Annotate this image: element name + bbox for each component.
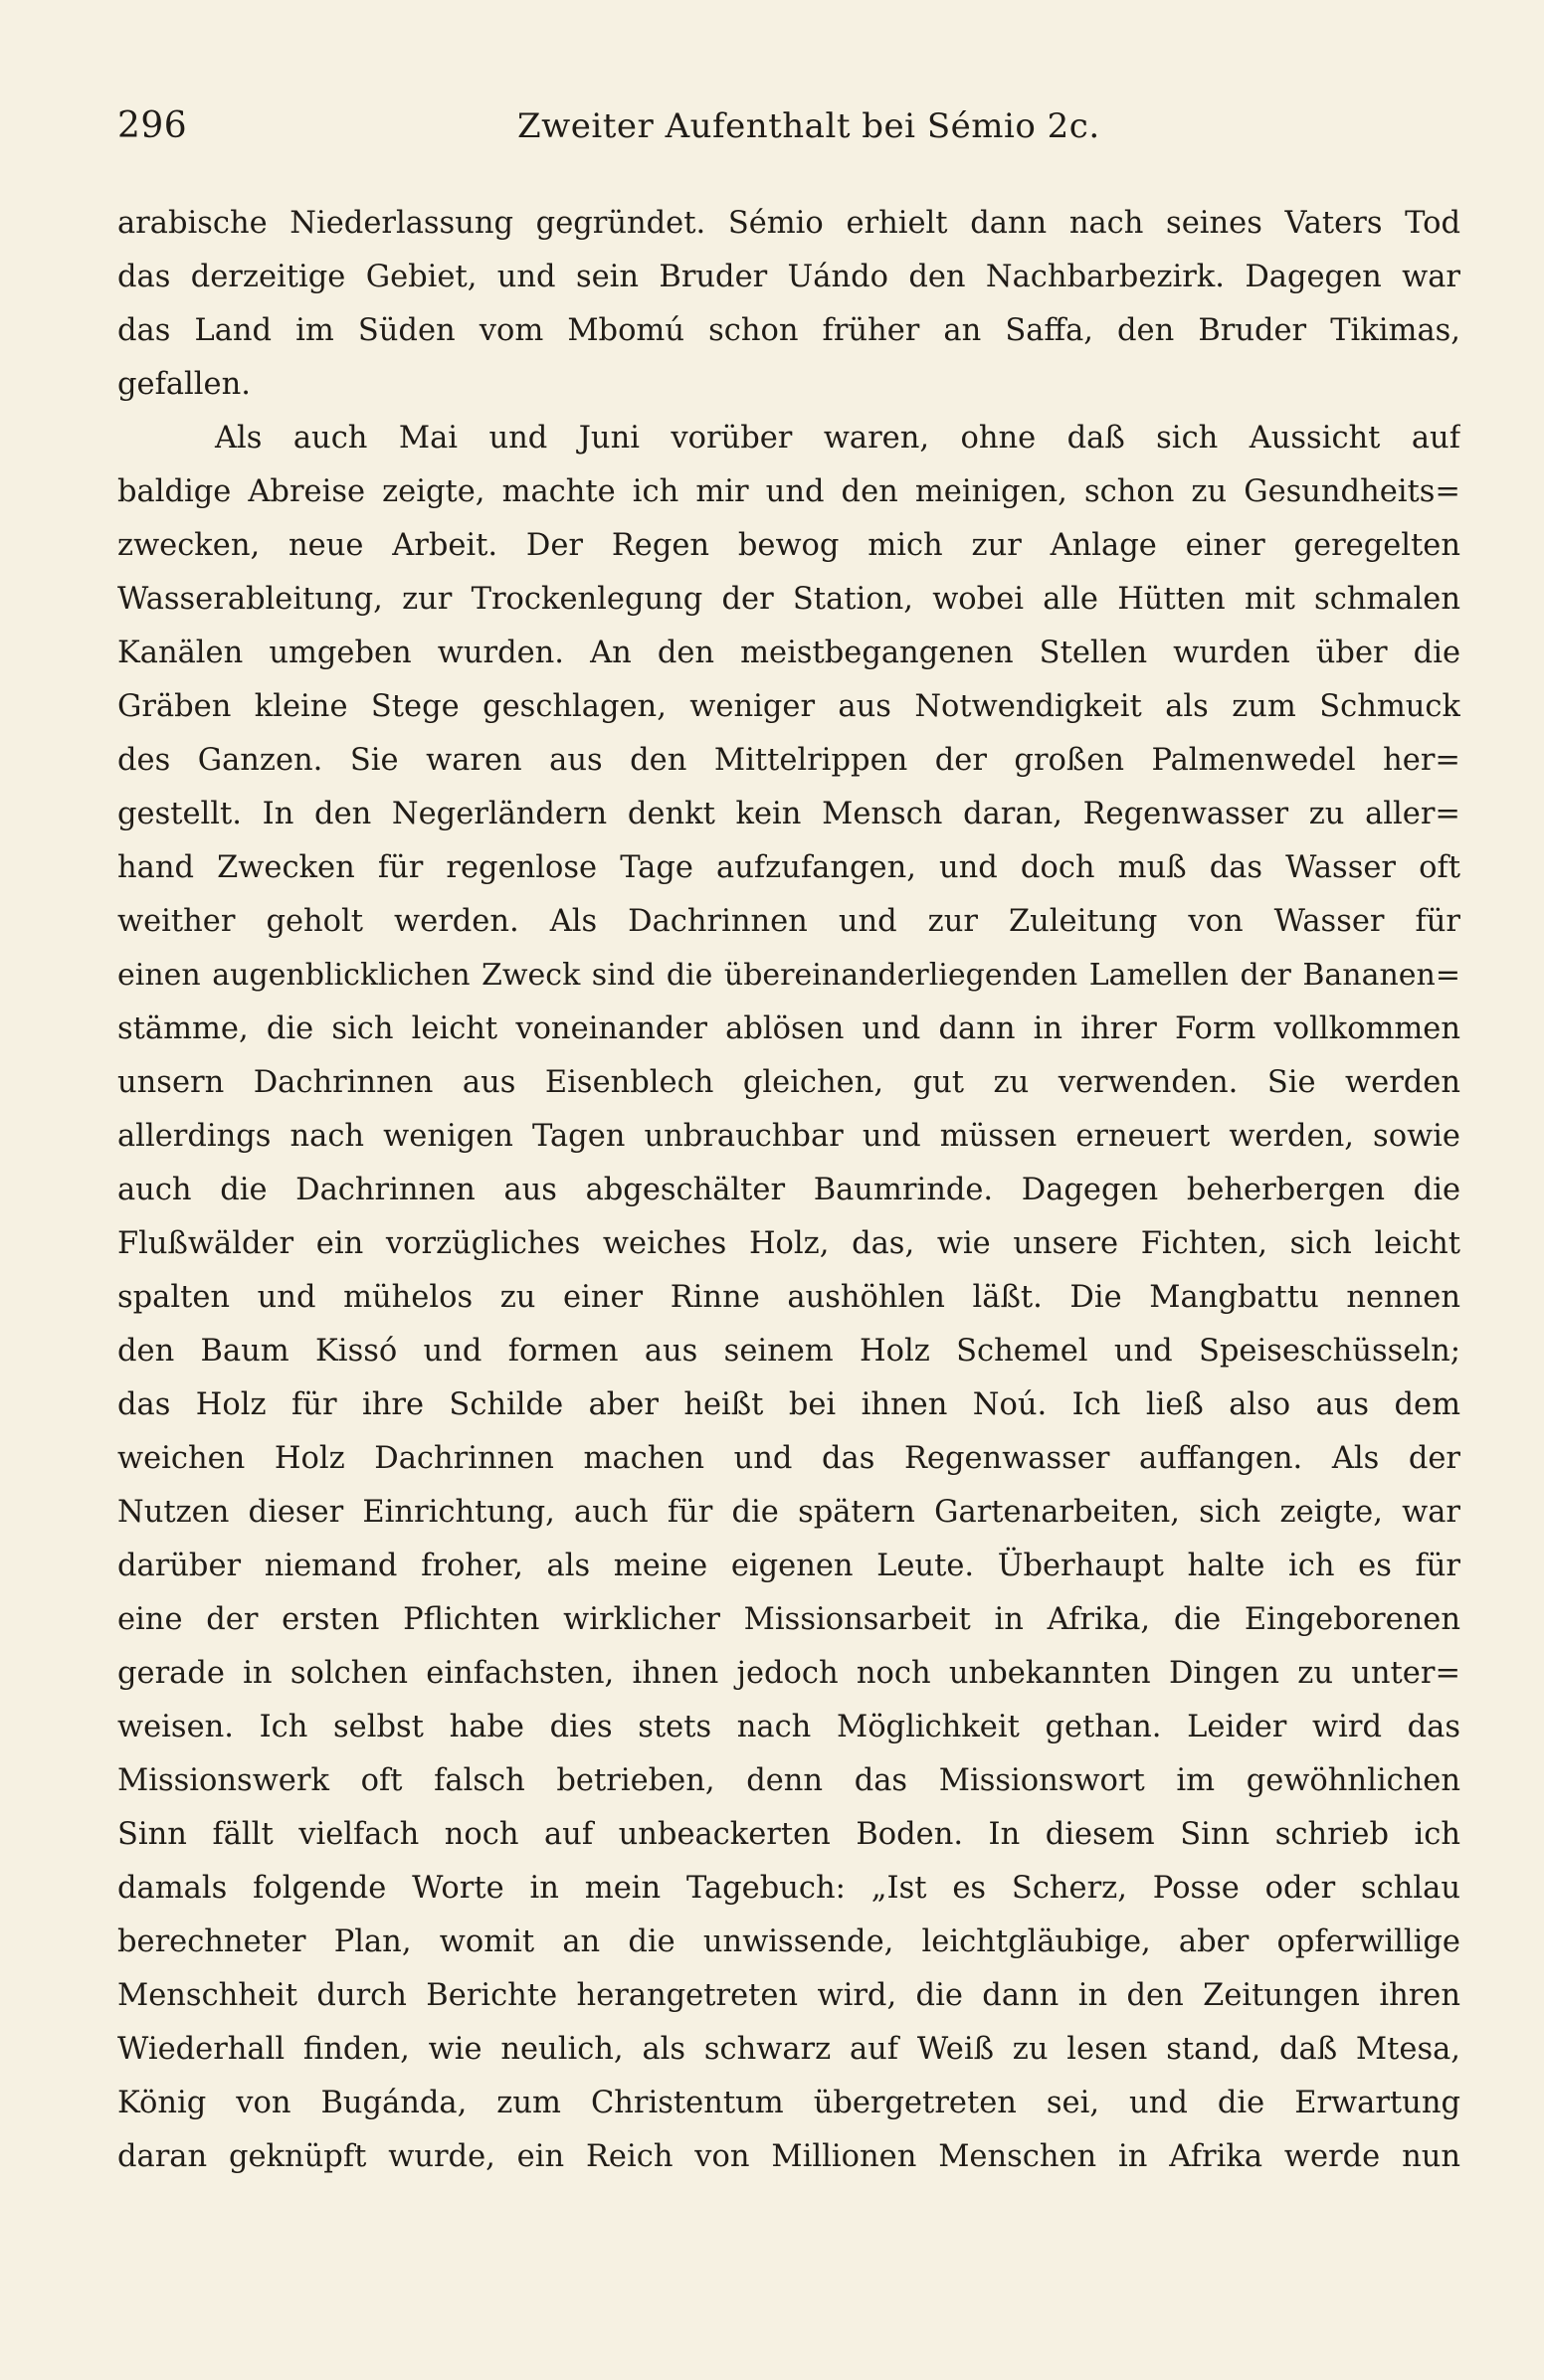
text-line: allerdings nach wenigen Tagen unbrauchbar und müssen erneuert werden, sowie [117,1119,1460,1154]
text-line: einen augenblicklichen Zweck sind die übereinanderliegenden Lamellen der Bananen= [117,958,1460,993]
text-line: hand Zwecken für regenlose Tage aufzufangen, und doch muß das Wasser oft [117,850,1460,885]
running-head-title: Zweiter Aufenthalt bei Sémio 2c. [517,106,1100,146]
text-line: eine der ersten Pflichten wirklicher Missionsarbeit in Afrika, die Eingeborenen [117,1602,1460,1637]
text-line: das derzeitige Gebiet, und sein Bruder Uándo den Nachbarbezirk. Dagegen war [117,260,1460,294]
text-line: weichen Holz Dachrinnen machen und das Regenwasser auffangen. Als der [117,1441,1460,1476]
text-line: auch die Dachrinnen aus abgeschälter Baumrinde. Dagegen beherbergen die [117,1173,1460,1207]
text-line: König von Bugánda, zum Christentum übergetreten sei, und die Erwartung [117,2086,1460,2120]
text-line: spalten und mühelos zu einer Rinne aushöhlen läßt. Die Mangbattu nennen [117,1280,1460,1315]
text-line: damals folgende Worte in mein Tagebuch: „Ist es Scherz, Posse oder schlau [117,1871,1460,1906]
text-line: des Ganzen. Sie waren aus den Mittelrippen der großen Palmenwedel her= [117,743,1460,778]
page-number: 296 [117,105,188,146]
text-line: Sinn fällt vielfach noch auf unbeackerten Boden. In diesem Sinn schrieb ich [117,1817,1460,1852]
text-line: das Land im Süden vom Mbomú schon früher an Saffa, den Bruder Tikimas, [117,313,1460,348]
text-line: Wiederhall finden, wie neulich, als schwarz auf Weiß zu lesen stand, daß Mtesa, [117,2032,1460,2067]
text-line: gestellt. In den Negerländern denkt kein Mensch daran, Regenwasser zu aller= [117,797,1460,831]
text-line: Als auch Mai und Juni vorüber waren, ohne daß sich Aussicht auf [215,421,1460,456]
body-text [117,197,1460,2184]
text-line: daran geknüpft wurde, ein Reich von Millionen Menschen in Afrika werde nun [117,2139,1460,2174]
text-line: Flußwälder ein vorzügliches weiches Holz, das, wie unsere Fichten, sich leicht [117,1226,1460,1261]
text-line: Menschheit durch Berichte herangetreten wird, die dann in den Zeitungen ihren [117,1978,1460,2013]
text-line: Gräben kleine Stege geschlagen, weniger aus Notwendigkeit als zum Schmuck [117,689,1460,724]
text-line: baldige Abreise zeigte, machte ich mir und den meinigen, schon zu Gesundheits= [117,474,1460,509]
running-head [117,101,1460,151]
text-line: unsern Dachrinnen aus Eisenblech gleichen, gut zu verwenden. Sie werden [117,1065,1460,1100]
text-line: das Holz für ihre Schilde aber heißt bei ihnen Noú. Ich ließ also aus dem [117,1387,1460,1422]
text-line: weither geholt werden. Als Dachrinnen und zur Zuleitung von Wasser für [117,904,1460,939]
text-line: den Baum Kissó und formen aus seinem Holz Schemel und Speiseschüsseln; [117,1334,1460,1369]
text-line: Wasserableitung, zur Trockenlegung der Station, wobei alle Hütten mit schmalen [117,582,1460,617]
text-line: zwecken, neue Arbeit. Der Regen bewog mich zur Anlage einer geregelten [117,528,1460,563]
text-line: Kanälen umgeben wurden. An den meistbegangenen Stellen wurden über die [117,636,1460,670]
text-line: darüber niemand froher, als meine eigenen Leute. Überhaupt halte ich es für [117,1549,1460,1583]
text-line: stämme, die sich leicht voneinander ablösen und dann in ihrer Form vollkommen [117,1011,1460,1046]
text-line: weisen. Ich selbst habe dies stets nach Möglichkeit gethan. Leider wird das [117,1710,1460,1744]
text-line: gerade in solchen einfachsten, ihnen jedoch noch unbekannten Dingen zu unter= [117,1656,1460,1691]
text-line: arabische Niederlassung gegründet. Sémio erhielt dann nach seines Vaters Tod [117,206,1460,241]
text-line: Nutzen dieser Einrichtung, auch für die spätern Gartenarbeiten, sich zeigte, war [117,1495,1460,1530]
text-line: berechneter Plan, womit an die unwissende, leichtgläubige, aber opferwillige [117,1924,1460,1959]
text-line: Missionswerk oft falsch betrieben, denn das Missionswort im gewöhnlichen [117,1763,1460,1798]
text-line: gefallen. [117,367,251,402]
